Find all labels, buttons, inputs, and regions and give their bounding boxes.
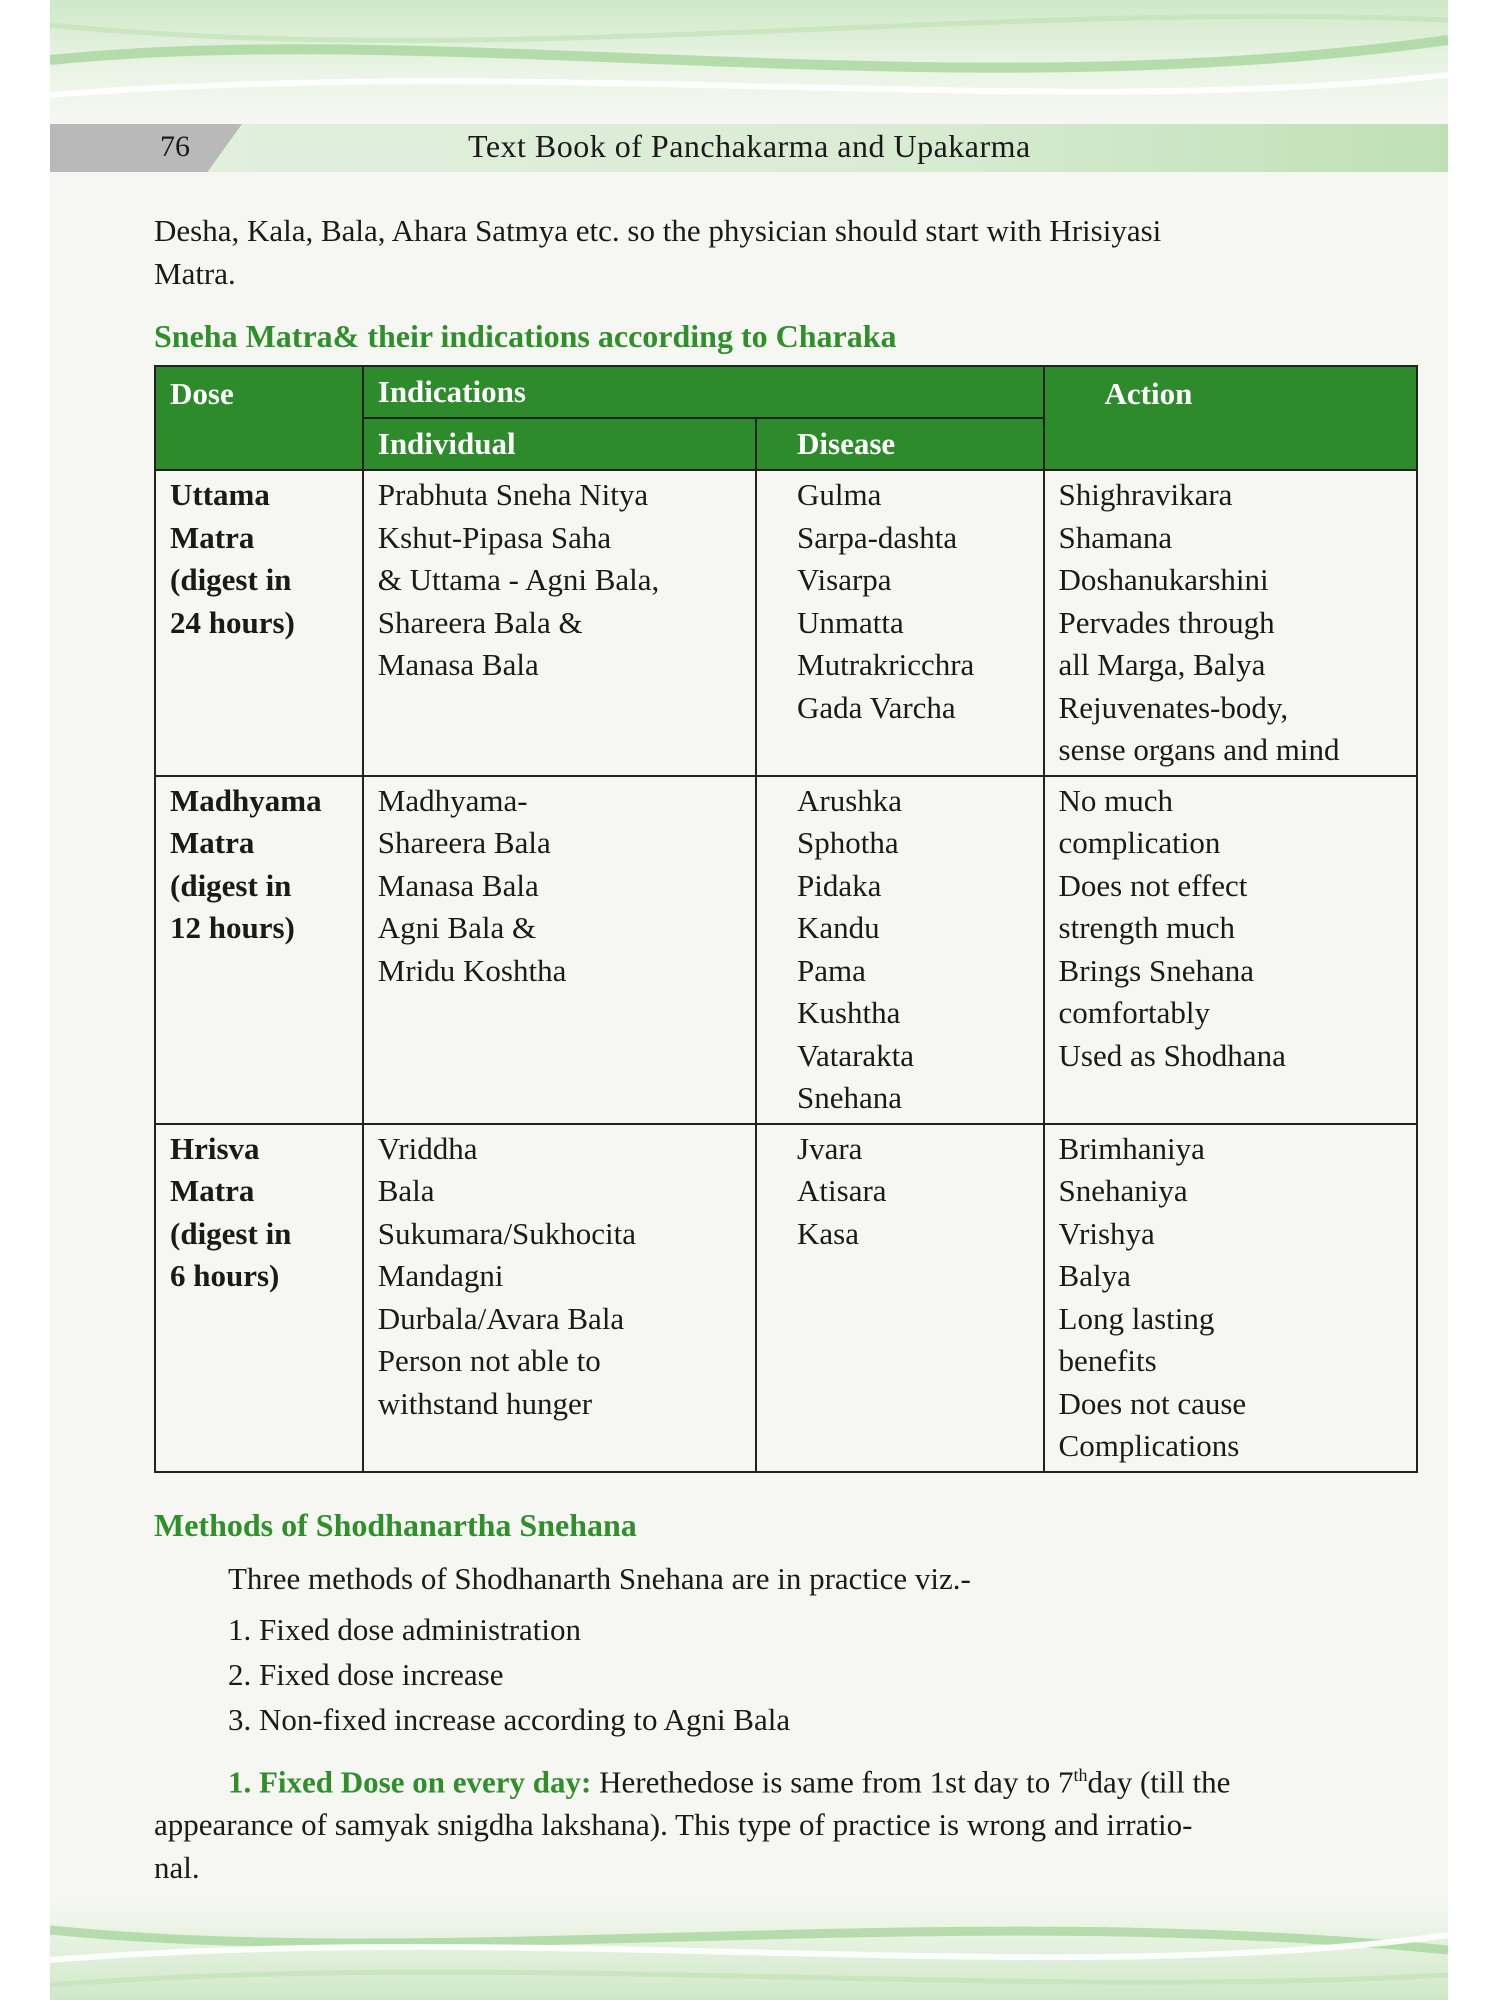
cell-line: No much [1058, 782, 1174, 818]
table-header-row [155, 366, 1417, 418]
cell-line: all Marga, Balya [1058, 647, 1266, 682]
methods-intro: Three methods of Shodhanarth Snehana are in practice viz.- [228, 1561, 971, 1596]
top-swoosh-graphic [50, 0, 1448, 130]
cell-line: complication [1058, 825, 1221, 860]
individual-cell [363, 776, 756, 1124]
cell-line: Pidaka [797, 867, 882, 903]
bottom-swoosh-graphic [50, 1890, 1448, 2000]
fixed-dose-line: appearance of samyak snigdha lakshana). This type of practice is wrong and irratio- [154, 1807, 1193, 1843]
column-header-indications: Indications [363, 366, 1044, 418]
action-cell [1044, 776, 1417, 1124]
cell-line: Balya [1058, 1258, 1131, 1293]
table-row [155, 470, 1417, 776]
page-margin-left [0, 0, 50, 2000]
cell-line: Bala [377, 1173, 435, 1208]
cell-line: Madhyama- [377, 782, 528, 818]
cell-line: (digest in [170, 867, 292, 903]
cell-line: 6 hours) [170, 1258, 280, 1293]
fixed-dose-label: 1. Fixed Dose on every day: [228, 1764, 592, 1800]
cell-line: 24 hours) [170, 604, 295, 640]
cell-line: Kasa [797, 1215, 859, 1251]
cell-line: Kandu [797, 910, 880, 945]
dose-cell [155, 470, 363, 776]
fixed-dose-text: day (till the [1087, 1764, 1231, 1800]
intro-line: Desha, Kala, Bala, Ahara Satmya etc. so the physician should start with Hrisiyasi [154, 213, 1162, 248]
disease-cell [756, 470, 1044, 776]
cell-line: Complications [1058, 1428, 1240, 1463]
cell-line: Rejuvenates-body, [1058, 689, 1289, 725]
table-row [155, 776, 1417, 1124]
individual-cell [363, 470, 756, 776]
column-header-disease: Disease [756, 418, 1044, 470]
cell-line: Sphotha [797, 825, 899, 860]
cell-line: Jvara [797, 1130, 863, 1166]
action-cell [1044, 470, 1417, 776]
dose-cell [155, 776, 363, 1124]
superscript: th [1073, 1765, 1088, 1785]
cell-line: Matra [170, 519, 255, 555]
cell-line: Mridu Koshtha [377, 952, 567, 988]
cell-line: Arushka [797, 782, 903, 818]
cell-line: (digest in [170, 562, 292, 597]
individual-cell [363, 1124, 756, 1472]
cell-line: Shamana [1058, 519, 1173, 555]
cell-line: Shighravikara [1058, 477, 1233, 512]
cell-line: Pama [797, 952, 866, 988]
cell-line: Madhyama [170, 782, 322, 818]
column-header-action: Action [1044, 366, 1417, 470]
methods-heading: Methods of Shodhanartha Snehana [154, 1507, 637, 1543]
cell-line: Atisara [797, 1173, 887, 1208]
table-heading: Sneha Matra& their indications according to Charaka [154, 318, 897, 354]
page-number: 76 [160, 130, 190, 163]
cell-line: Mutrakricchra [797, 647, 975, 682]
cell-line: Pervades through [1058, 604, 1275, 640]
cell-line: Brimhaniya [1058, 1130, 1205, 1166]
book-title: Text Book of Panchakarma and Upakarma [468, 128, 1031, 164]
page-margin-right [1448, 0, 1500, 2000]
cell-line: Kushtha [797, 995, 901, 1030]
cell-line: Doshanukarshini [1058, 562, 1269, 597]
cell-line: Gada Varcha [797, 689, 956, 725]
cell-line: comfortably [1058, 995, 1211, 1030]
cell-line: Vatarakta [797, 1037, 915, 1073]
fixed-dose-line: nal. [154, 1850, 200, 1886]
intro-line: Matra. [154, 256, 236, 291]
list-item: 2. Fixed dose increase [228, 1657, 504, 1692]
action-cell [1044, 1124, 1417, 1472]
disease-cell [756, 1124, 1044, 1472]
cell-line: Agni Bala & [377, 910, 537, 945]
cell-line: Hrisva [170, 1130, 260, 1166]
cell-line: Does not effect [1058, 867, 1248, 903]
table-row [155, 1124, 1417, 1472]
cell-line: Snehaniya [1058, 1173, 1188, 1208]
cell-line: Long lasting [1058, 1300, 1215, 1336]
fixed-dose-line [154, 1754, 1418, 1803]
cell-line: Mandagni [377, 1258, 504, 1293]
cell-line: Matra [170, 1173, 255, 1208]
cell-line: Person not able to [377, 1343, 601, 1378]
disease-cell [756, 776, 1044, 1124]
cell-line: Gulma [797, 477, 882, 512]
intro-paragraph [154, 209, 1418, 295]
cell-line: Sukumara/Sukhocita [377, 1215, 637, 1251]
sneha-matra-table [154, 365, 1418, 1473]
cell-line: Manasa Bala [377, 867, 539, 903]
dose-cell [155, 1124, 363, 1472]
cell-line: Uttama [170, 477, 270, 512]
cell-line: Vriddha [377, 1130, 478, 1166]
cell-line: sense organs and mind [1058, 732, 1340, 767]
list-item: 3. Non-fixed increase according to Agni Bala [228, 1702, 791, 1737]
cell-line: Kshut-Pipasa Saha [377, 519, 612, 555]
cell-line: Prabhuta Sneha Nitya [377, 477, 649, 512]
list-item: 1. Fixed dose administration [228, 1612, 582, 1647]
cell-line: Snehana [797, 1080, 903, 1115]
cell-line: Shareera Bala [377, 825, 551, 860]
fixed-dose-text: Herethedose is same from 1st day to 7 [591, 1764, 1074, 1800]
cell-line: Manasa Bala [377, 647, 539, 682]
column-header-dose: Dose [155, 366, 363, 470]
cell-line: 12 hours) [170, 910, 295, 945]
cell-line: benefits [1058, 1343, 1157, 1378]
fixed-dose-paragraph [154, 1754, 1418, 1889]
cell-line: Brings Snehana [1058, 952, 1254, 988]
cell-line: strength much [1058, 910, 1236, 945]
cell-line: Sarpa-dashta [797, 519, 958, 555]
cell-line: Vrishya [1058, 1215, 1155, 1251]
cell-line: Unmatta [797, 604, 904, 640]
cell-line: Matra [170, 825, 255, 860]
cell-line: Does not cause [1058, 1385, 1247, 1421]
cell-line: Used as Shodhana [1058, 1037, 1286, 1073]
cell-line: & Uttama - Agni Bala, [377, 562, 660, 597]
cell-line: withstand hunger [377, 1385, 593, 1421]
cell-line: Visarpa [797, 562, 892, 597]
cell-line: (digest in [170, 1215, 292, 1251]
cell-line: Shareera Bala & [377, 604, 583, 640]
cell-line: Durbala/Avara Bala [377, 1300, 625, 1336]
column-header-individual: Individual [363, 418, 756, 470]
